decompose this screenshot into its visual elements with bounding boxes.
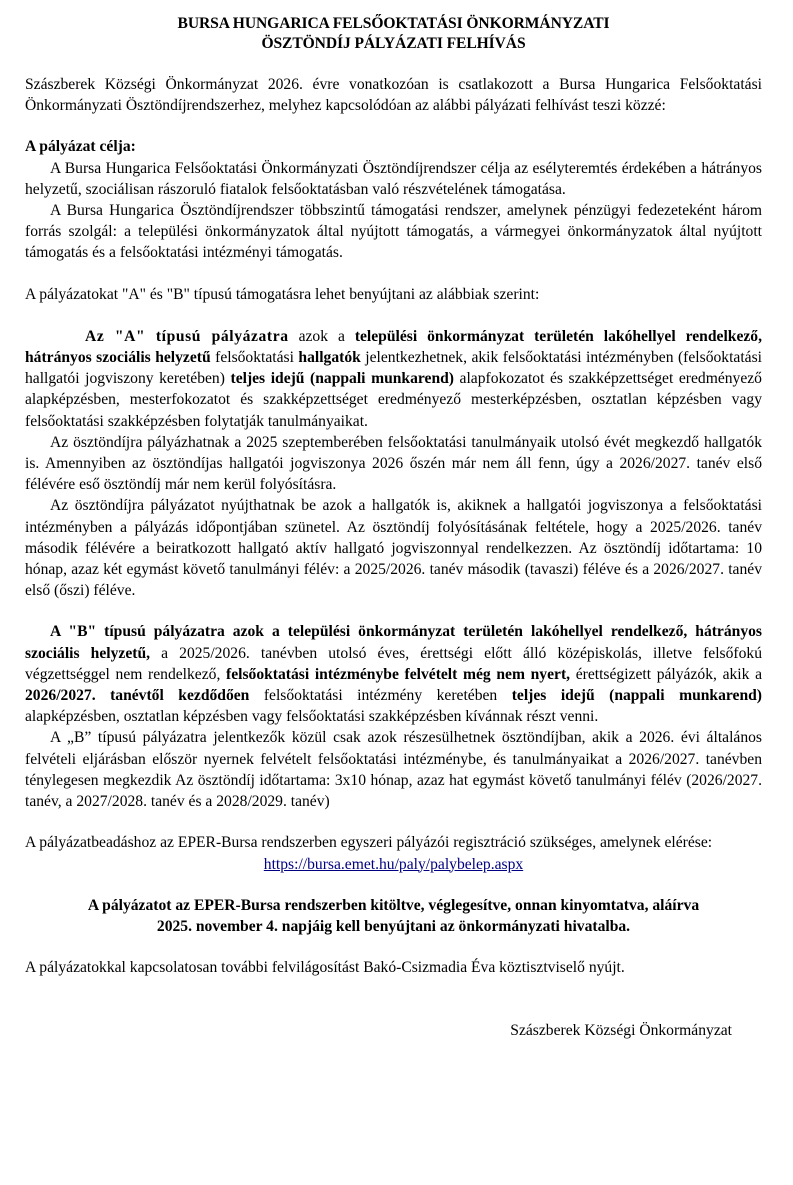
type-b-eligibility: A "B" típusú pályázatra azok a települési önkormányzat területén lakóhellyel rendelkező, hátrányos szociális helyzetű, xyxy=(25,623,762,662)
registration-link-line xyxy=(25,854,762,875)
type-a-text-2: felsőoktatási xyxy=(210,349,299,367)
type-b-start-year: 2026/2027. tanévtől kezdődően xyxy=(25,687,250,705)
document-title xyxy=(25,14,762,54)
registration-paragraph: A pályázatbeadáshoz az EPER-Bursa rendszerben egyszeri pályázói regisztráció szükséges, amelynek elérése: xyxy=(25,834,713,852)
type-a-paragraph-2: Az ösztöndíjra pályázhatnak a 2025 szeptemberében felsőoktatási tanulmányaik utolsó évét megkezdő hallgatók is. Amennyiben az ösztöndíjas hallgatói jogviszonya 2026 őszén már nem áll fenn, úgy a 2026/2027. tanév első félévére eső ösztöndíj már nem kerül folyósításra. xyxy=(25,433,762,494)
contact-paragraph: A pályázatokkal kapcsolatosan további felvilágosítást Bakó-Csizmadia Éva köztisztviselő nyújt. xyxy=(25,959,625,977)
type-a-fulltime: teljes idejű (nappali munkarend) xyxy=(230,370,454,388)
goal-paragraph-2: A Bursa Hungarica Ösztöndíjrendszer többszintű támogatási rendszer, amelynek pénzügyi fedezeteként három forrás szolgál: a települési önkormányzatok által nyújtott támogatás, a vármegyei önkormányzatok által nyújtott támogatás és a felsőoktatási intézményi támogatás. xyxy=(25,202,762,262)
type-b-paragraph-2: A „B” típusú pályázatra jelentkezők közül csak azok részesülhetnek ösztöndíjban, akik a 2026. évi általános felvételi eljárásban először nyernek felvételt felsőoktatási intézménybe, és tanulmányaikat a 2026/2027. tanévben ténylegesen megkezdik Az ösztöndíj időtartama: 3x10 hónap, azaz hat egymást követő tanulmányi félév (2026/2027. tanév, a 2027/2028. tanév és a 2028/2029. tanév) xyxy=(25,729,762,811)
type-a-eligibility: települési önkormányzat területén lakóhellyel rendelkező, hátrányos szociális helyzetű xyxy=(25,327,762,367)
type-b-paragraph xyxy=(25,621,762,727)
title-line-2: ÖSZTÖNDÍJ PÁLYÁZATI FELHÍVÁS xyxy=(261,35,526,52)
intro-paragraph: Szászberek Községi Önkormányzat 2026. évre vonatkozóan is csatlakozott a Bursa Hungarica Felsőoktatási Önkormányzati Ösztöndíjrendszerhez, melyhez kapcsolódóan az alábbi pályázati felhívást teszi közzé: xyxy=(25,76,762,115)
signature: Szászberek Községi Önkormányzat xyxy=(510,1022,732,1040)
type-a-text-4: alapfokozatot és szakképzettséget eredményező alapképzésben, mesterfokozatot és szakképzettséget eredményező mesterképzésben, osztatlan képzésben vagy felsőoktatási szakképzésben folytatják tanulmányaikat. xyxy=(25,370,762,430)
type-a-students: hallgatók xyxy=(298,349,361,367)
deadline-notice xyxy=(25,895,762,937)
type-b-text-4: alapképzésben, osztatlan képzésben vagy felsőoktatási szakképzésben kívánnak részt venni. xyxy=(25,708,599,726)
type-a-label: Az "A" típusú pályázatra xyxy=(85,327,289,345)
type-b-text-3: felsőoktatási intézmény keretében xyxy=(249,687,512,705)
type-b-text-2: érettségizett pályázók, akik a xyxy=(570,665,763,683)
deadline-line-1: A pályázatot az EPER-Bursa rendszerben kitöltve, véglegesítve, onnan kinyomtatva, aláírva xyxy=(87,896,700,914)
goal-paragraph-1: A Bursa Hungarica Felsőoktatási Önkormányzati Ösztöndíjrendszer célja az esélyteremtés érdekében a hátrányos helyzetű, szociálisan rászoruló fiatalok felsőoktatásban való részvételének támogatása. xyxy=(25,159,762,198)
type-a-paragraph xyxy=(25,326,762,432)
types-intro-paragraph: A pályázatokat "A" és "B" típusú támogatásra lehet benyújtani az alábbiak szerint: xyxy=(25,285,540,303)
type-a-text-3: jelentkezhetnek, akik felsőoktatási intézményben (felsőoktatási hallgatói jogviszony keretében) xyxy=(25,349,762,388)
title-line-1: BURSA HUNGARICA FELSŐOKTATÁSI ÖNKORMÁNYZATI xyxy=(177,15,610,32)
deadline-line-2: 2025. november 4. napjáig kell benyújtani az önkormányzati hivatalba. xyxy=(156,917,631,935)
type-b-text-1: a 2025/2026. tanévben utolsó éves, érettségi előtt álló középiskolás, illetve felsőfokú végzettséggel nem rendelkező, xyxy=(25,644,762,683)
registration-link[interactable]: https://bursa.emet.hu/paly/palybelep.aspx xyxy=(263,855,524,873)
type-b-not-admitted: felsőoktatási intézménybe felvételt még nem nyert, xyxy=(226,665,571,683)
type-a-text-1: azok a xyxy=(288,327,355,345)
type-a-paragraph-3: Az ösztöndíjra pályázatot nyújthatnak be azok a hallgatók is, akiknek a hallgatói jogviszonya a felsőoktatási intézményben a pályázás időpontjában szünetel. Az ösztöndíj folyósításának feltétele, hogy a 2025/2026. tanév második félévére a beiratkozott hallgató aktív hallgató jogviszonnyal rendelkezzen. Az ösztöndíj időtartama: 10 hónap, azaz két egymást követő tanulmányi félév: a 2025/2026. tanév második (tavaszi) féléve és a 2026/2027. tanév első (őszi) féléve. xyxy=(25,497,762,600)
type-b-fulltime: teljes idejű (nappali munkarend) xyxy=(511,687,762,705)
goal-heading: A pályázat célja: xyxy=(25,138,136,156)
